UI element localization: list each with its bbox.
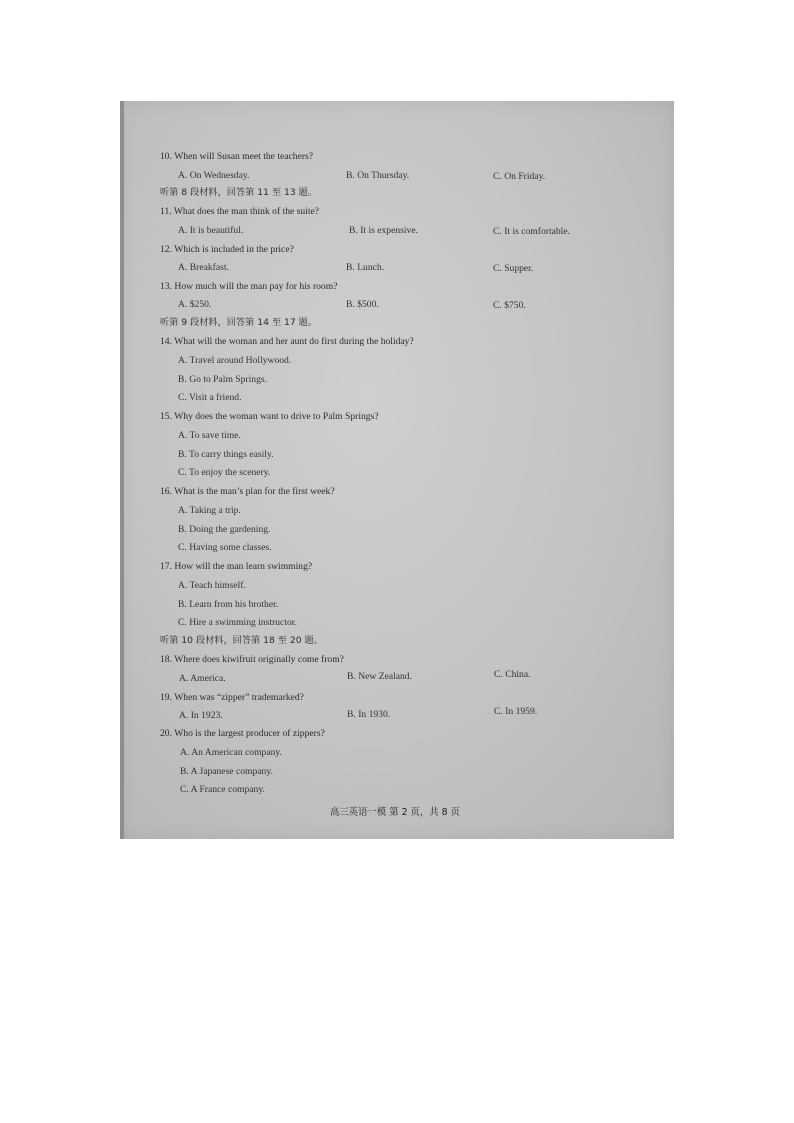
page-footer: 高三英语一模 第 2 页，共 8 页 xyxy=(330,807,460,818)
section-9-instruction: 听第 9 段材料，回答第 14 至 17 题。 xyxy=(160,317,317,328)
q16-option-b: B. Doing the gardening. xyxy=(178,524,271,535)
q12-option-c: C. Supper. xyxy=(493,263,534,274)
question-16: 16. What is the man’s plan for the first week? xyxy=(160,486,335,497)
q14-option-b: B. Go to Palm Springs. xyxy=(178,374,268,385)
q20-option-b: B. A Japanese company. xyxy=(180,766,273,777)
q19-option-a: A. In 1923. xyxy=(179,710,223,721)
q19-option-c: C. In 1959. xyxy=(494,706,538,717)
section-10-instruction: 听第 10 段材料，回答第 18 至 20 题。 xyxy=(160,635,323,646)
q17-option-b: B. Learn from his brother. xyxy=(178,599,279,610)
q15-option-a: A. To save time. xyxy=(178,430,241,441)
question-15: 15. Why does the woman want to drive to Palm Springs? xyxy=(160,411,379,422)
q13-option-a: A. $250. xyxy=(178,299,212,310)
q10-option-b: B. On Thursday. xyxy=(346,170,410,181)
q17-option-a: A. Teach himself. xyxy=(178,580,246,591)
q18-option-b: B. New Zealand. xyxy=(347,671,413,682)
q15-option-c: C. To enjoy the scenery. xyxy=(178,467,271,478)
question-18: 18. Where does kiwifruit originally come from? xyxy=(160,654,344,665)
photo-edge xyxy=(120,101,124,839)
q19-option-b: B. In 1930. xyxy=(347,709,391,720)
q14-option-a: A. Travel around Hollywood. xyxy=(178,355,292,366)
q16-option-c: C. Having some classes. xyxy=(178,542,272,553)
q14-option-c: C. Visit a friend. xyxy=(178,392,242,403)
question-10: 10. When will Susan meet the teachers? xyxy=(160,151,314,162)
q11-option-c: C. It is comfortable. xyxy=(493,226,570,237)
q10-option-c: C. On Friday. xyxy=(493,171,546,182)
q16-option-a: A. Taking a trip. xyxy=(178,505,241,516)
question-12: 12. Which is included in the price? xyxy=(160,244,294,255)
section-8-instruction: 听第 8 段材料，回答第 11 至 13 题。 xyxy=(160,187,317,198)
q20-option-c: C. A France company. xyxy=(180,784,265,795)
q11-option-a: A. It is beautiful. xyxy=(178,225,244,236)
q15-option-b: B. To carry things easily. xyxy=(178,449,274,460)
question-20: 20. Who is the largest producer of zippers? xyxy=(160,728,325,739)
question-19: 19. When was “zipper” trademarked? xyxy=(160,692,304,703)
q17-option-c: C. Hire a swimming instructor. xyxy=(178,617,297,628)
q13-option-b: B. $500. xyxy=(346,299,379,310)
q13-option-c: C. $750. xyxy=(493,300,526,311)
q12-option-a: A. Breakfast. xyxy=(178,262,229,273)
question-17: 17. How will the man learn swimming? xyxy=(160,561,313,572)
q10-option-a: A. On Wednesday. xyxy=(178,170,250,181)
q18-option-c: C. China. xyxy=(494,669,531,680)
q12-option-b: B. Lunch. xyxy=(346,262,385,273)
question-11: 11. What does the man think of the suite? xyxy=(160,206,320,217)
q11-option-b: B. It is expensive. xyxy=(349,225,419,236)
question-13: 13. How much will the man pay for his room? xyxy=(160,281,338,292)
question-14: 14. What will the woman and her aunt do first during the holiday? xyxy=(160,336,414,347)
q20-option-a: A. An American company. xyxy=(180,747,282,758)
q18-option-a: A. America. xyxy=(179,673,226,684)
